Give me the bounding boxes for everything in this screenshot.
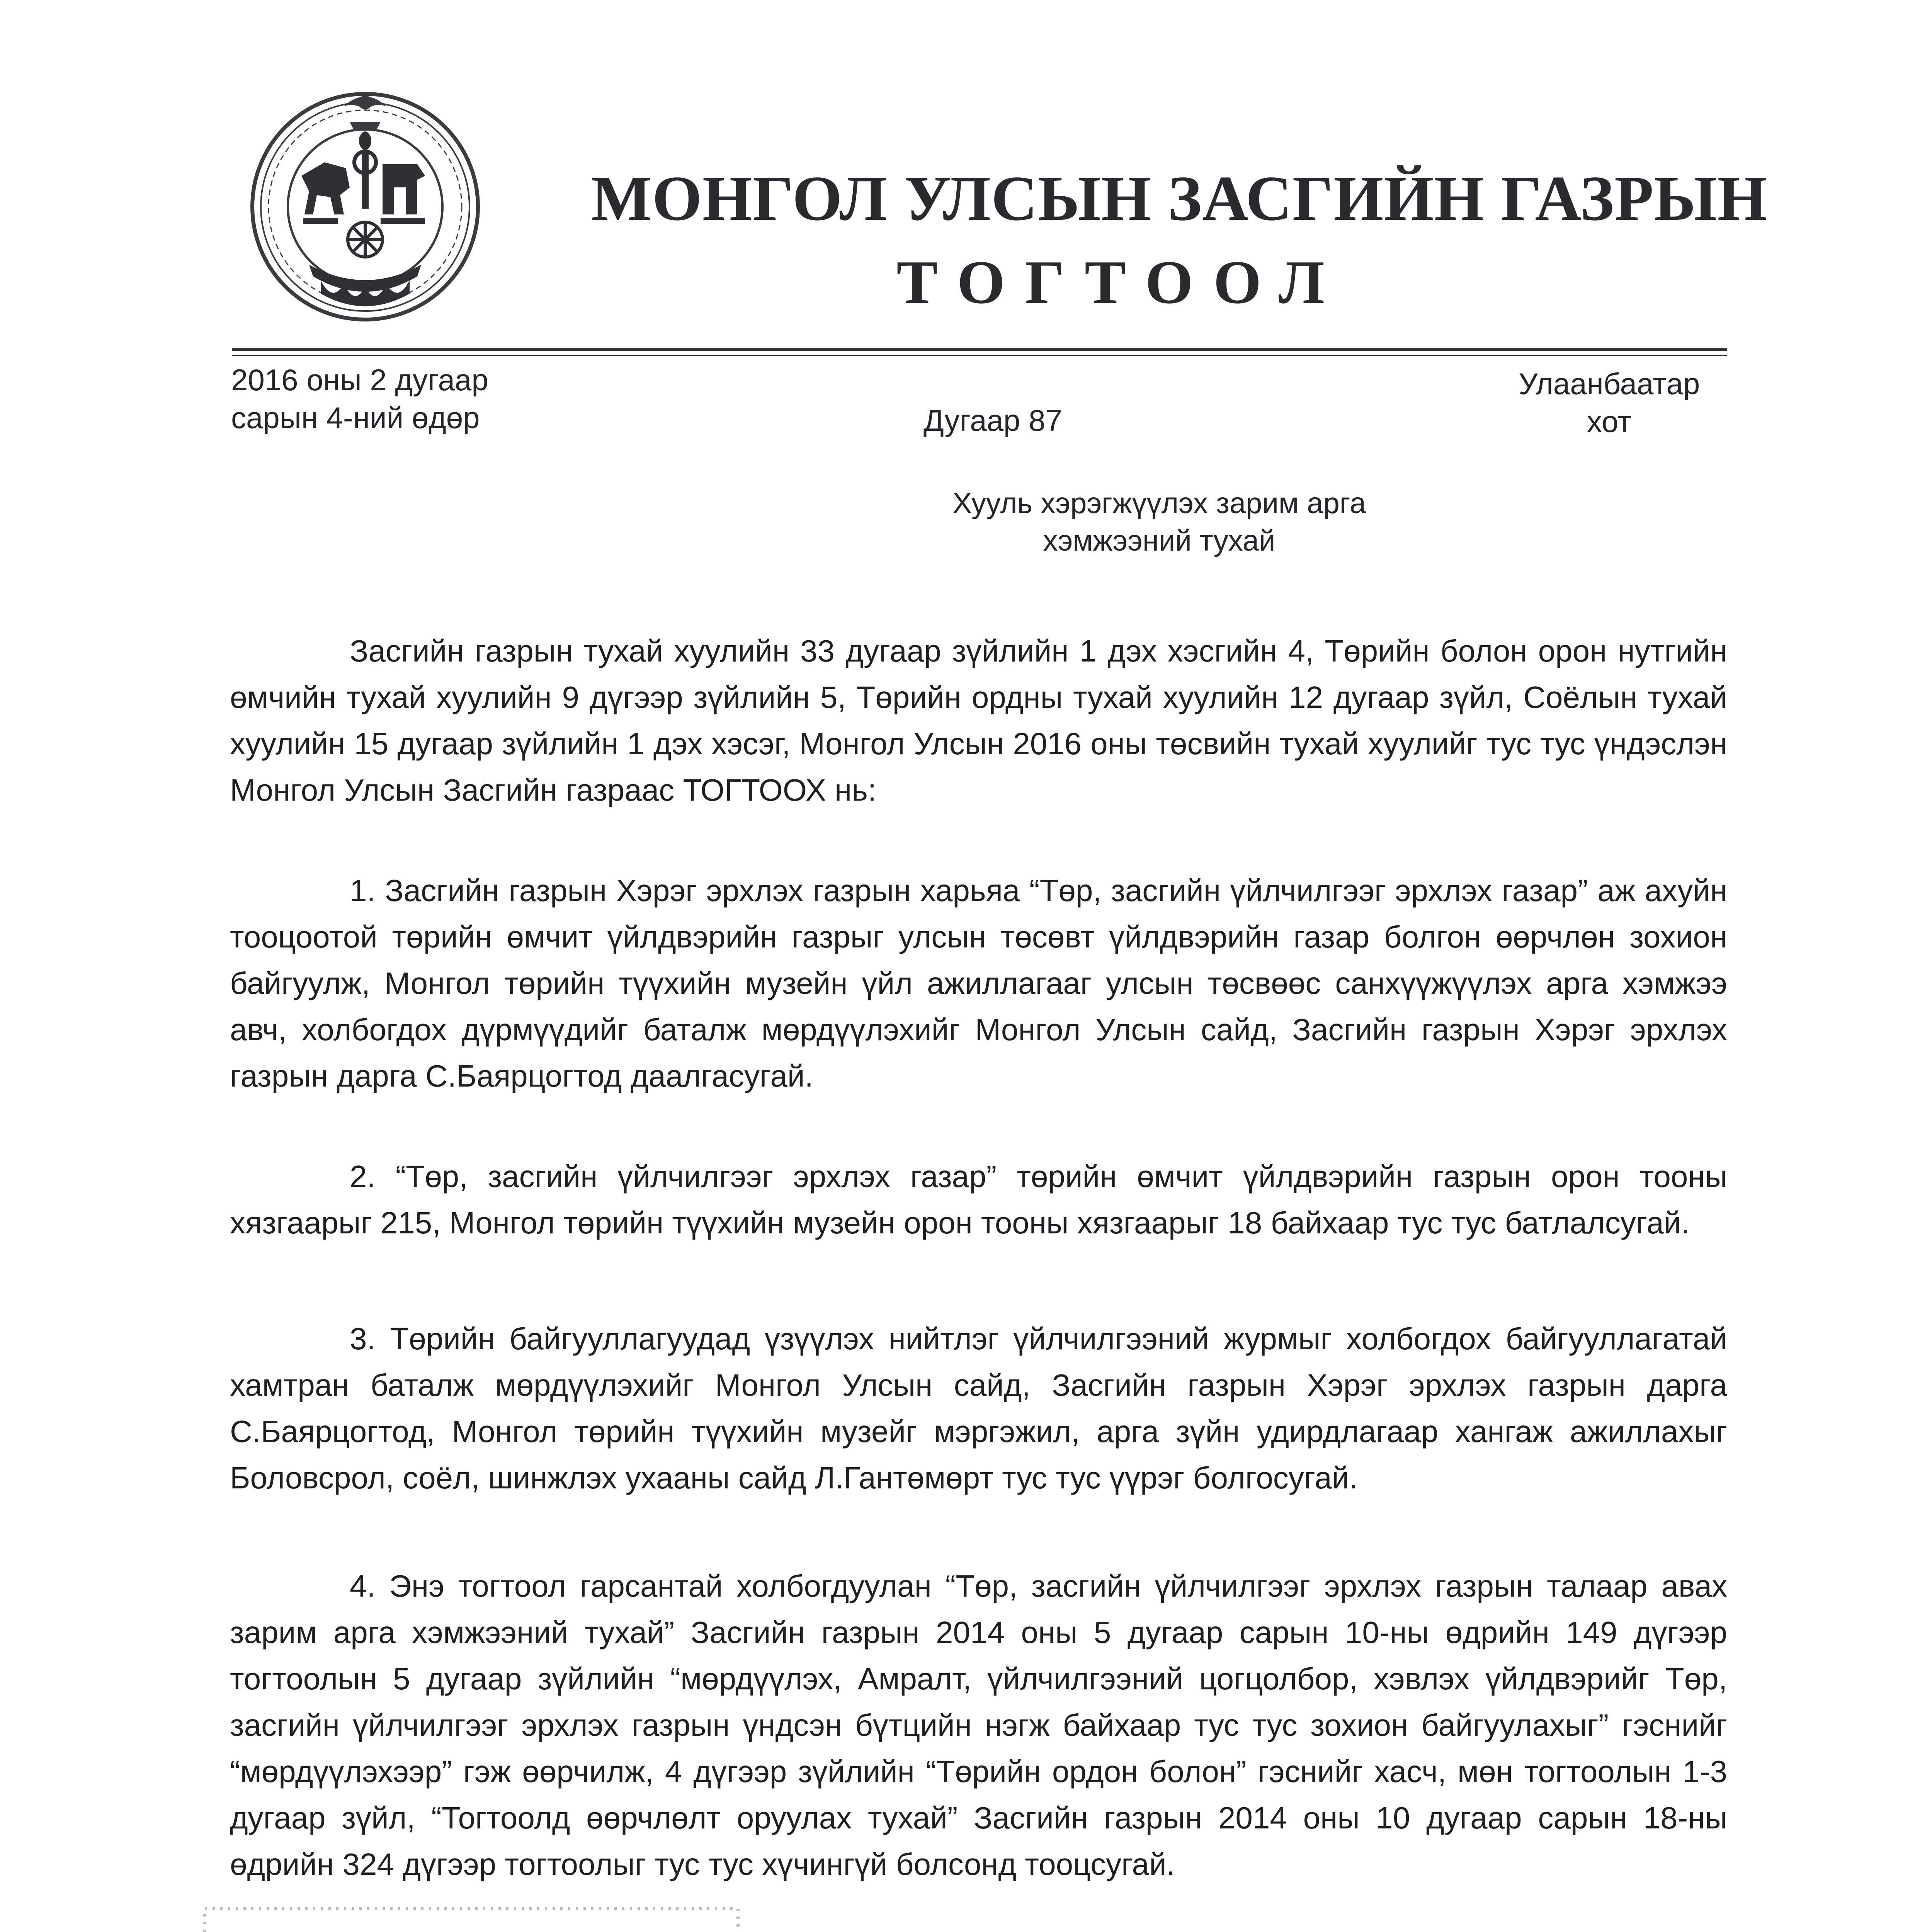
decree-date-line1: 2016 оны 2 дугаар [231, 363, 488, 397]
item-4-paragraph: 4. Энэ тогтоол гарсантай холбогдуулан “Төр, засгийн үйлчилгээг эрхлэх газрын талаар авах зарим арга хэмжээний тухай” Засгийн газрын 2014 оны 5 дугаар сарын 10-ны өдрийн 149 дүгээр тогтоолын 5 дугаар зүйлийн “мөрдүүлэх, Амралт, үйлчилгээний цогцолбор, хэвлэх үйлдвэрийг Төр, засгийн үйлчилгээг эрхлэх газрын үндсэн бүтцийн нэгж байхаар тус тус зохион байгуулахыг” гэснийг “мөрдүүлэхээр” гэж өөрчилж, 4 дүгээр зүйлийн “Төрийн ордон болон” гэснийг хасч, мөн тогтоолын 1-3 дугаар зүйл, “Тогтоолд өөрчлөлт оруулах тухай” Засгийн газрын 2014 оны 10 дугаар сарын 18-ны өдрийн 324 дүгээр тогтоолыг тус тус хүчингүй болсонд тооцсугай. [230, 1569, 1727, 1881]
decree-subject [850, 485, 1468, 560]
item-3-paragraph: 3. Төрийн байгууллагуудад үзүүлэх нийтлэг үйлчилгээний журмыг холбогдох байгууллагатай хамтран баталж мөрдүүлэхийг Монгол Улсын сайд, Засгийн газрын Хэрэг эрхлэх газрын дарга С.Баярцогтод, Монгол төрийн түүхийн музейг мэргэжил, арга зүйн удирдлагаар хангаж ажиллахыг Боловсрол, соёл, шинжлэх ухааны сайд Л.Гантөмөрт тус тус үүрэг болгосугай. [230, 1321, 1727, 1495]
decree-subject-line1: Хууль хэрэгжүүлэх зарим арга [952, 487, 1366, 520]
item-1-paragraph: 1. Засгийн газрын Хэрэг эрхлэх газрын харьяа “Төр, засгийн үйлчилгээг эрхлэх газар” аж ахуйн тооцоотой төрийн өмчит үйлдвэрийн газрыг улсын төсөвт үйлдвэрийн газар болгон өөрчлөн зохион байгуулж, Монгол төрийн түүхийн музейн үйл ажиллагааг улсын төсвөөс санхүүжүүлэх арга хэмжээ авч, холбогдох дүрмүүдийг баталж мөрдүүлэхийг Монгол Улсын сайд, Засгийн газрын Хэрэг эрхлэх газрын дарга С.Баярцогтод даалгасугай. [230, 873, 1727, 1093]
decree-subject-line2: хэмжээний тухай [1043, 524, 1276, 557]
government-title: МОНГОЛ УЛСЫН ЗАСГИЙН ГАЗРЫН [591, 163, 1768, 234]
decree-date-line2: сарын 4-ний өдөр [231, 400, 480, 435]
decree-date [231, 361, 488, 437]
faded-stamp-icon [201, 1901, 742, 1932]
item-2-paragraph: 2. “Төр, засгийн үйлчилгээг эрхлэх газар” төрийн өмчит үйлдвэрийн газрын орон тооны хязгаарыг 215, Монгол төрийн түүхийн музейн орон тооны хязгаарыг 18 байхаар тус тус батлалсугай. [230, 1159, 1727, 1240]
state-emblem-icon [247, 79, 483, 334]
decree-number: Дугаар 87 [923, 403, 1062, 437]
header-rule-thin [232, 355, 1727, 356]
decree-city-line2: хот [1587, 404, 1632, 439]
header-rule-thick [232, 348, 1727, 351]
decree-city [1519, 365, 1700, 440]
preamble-paragraph: Засгийн газрын тухай хуулийн 33 дугаар зүйлийн 1 дэх хэсгийн 4, Төрийн болон орон нутгийн өмчийн тухай хуулийн 9 дүгээр зүйлийн 5, Төрийн ордны тухай хуулийн 12 дугаар зүйл, Соёлын тухай хуулийн 15 дугаар зүйлийн 1 дэх хэсэг, Монгол Улсын 2016 оны төсвийн тухай хуулийг тус тус үндэслэн Монгол Улсын Засгийн газраас ТОГТООХ нь: [230, 634, 1727, 807]
decree-city-line1: Улаанбаатар [1519, 367, 1700, 401]
decree-title: ТОГТООЛ [896, 248, 1345, 316]
